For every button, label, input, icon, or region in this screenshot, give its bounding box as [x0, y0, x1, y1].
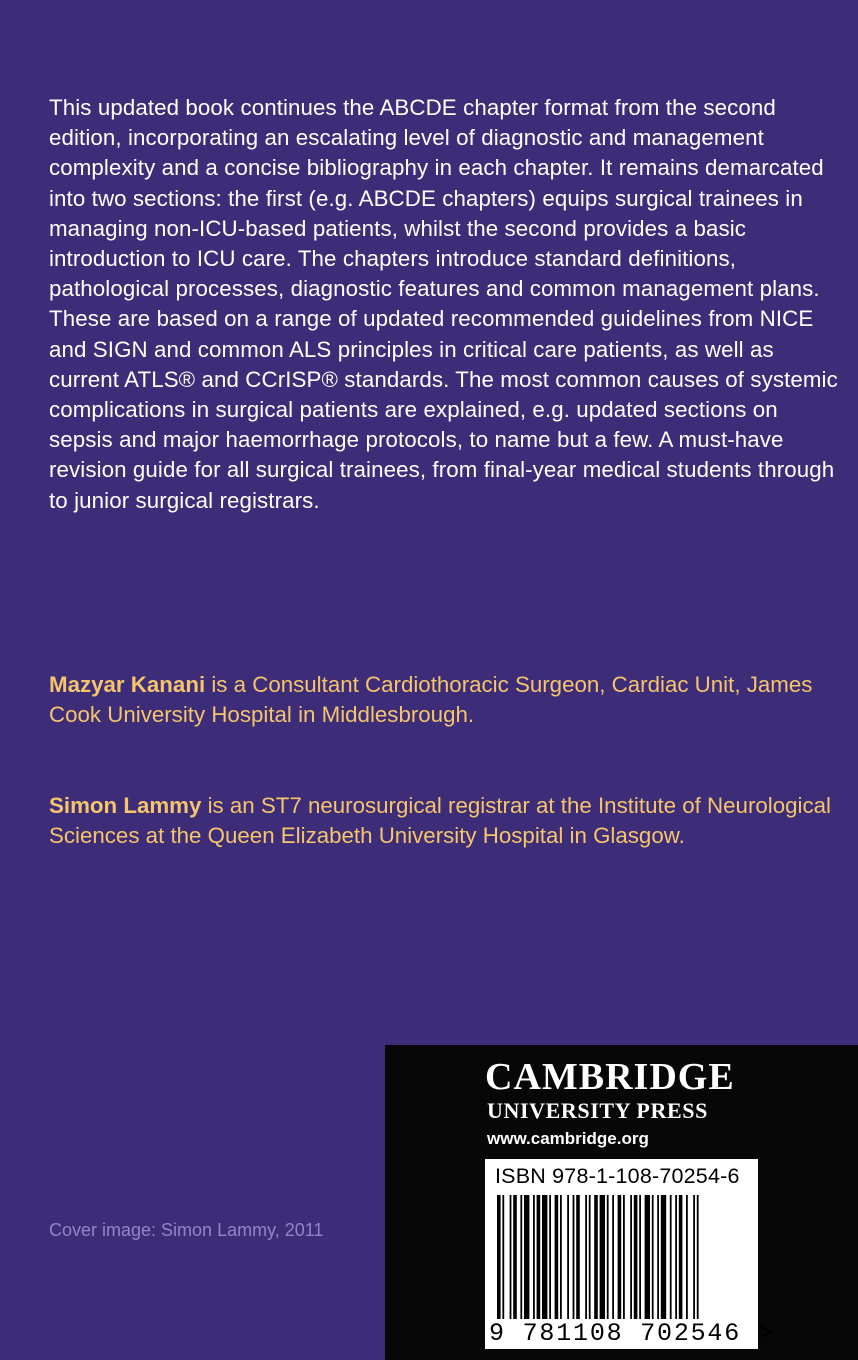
publisher-url: www.cambridge.org: [487, 1129, 649, 1148]
publisher-name: CAMBRIDGE: [485, 1056, 735, 1098]
publisher-block: [385, 1045, 858, 1360]
isbn-barcode-box: [485, 1159, 775, 1349]
author-name: Simon Lammy: [49, 793, 202, 818]
barcode-digits: 9 781108 702546 >: [489, 1319, 775, 1348]
author-name: Mazyar Kanani: [49, 672, 206, 697]
author-bio-kanani: [49, 670, 839, 730]
author-bio-text: is a Consultant Cardiothoracic Surgeon, Cardiac Unit, James Cook University Hospital in Middlesbrough.: [49, 672, 813, 728]
author-bio-text: is an ST7 neurosurgical registrar at the Institute of Neurological Sciences at the Queen Elizabeth University Hospital in Glasgow.: [49, 793, 831, 849]
isbn-label: ISBN 978-1-108-70254-6: [495, 1164, 740, 1188]
book-description: This updated book continues the ABCDE chapter format from the second edition, incorporating an escalating level of diagnostic and management complexity and a concise bibliography in each chapter. It remains demarcated into two sections: the first (e.g. ABCDE chapters) equips surgical trainees in managing non-ICU-based patients, whilst the second provides a basic introduction to ICU care. The chapters introduce standard definitions, pathological processes, diagnostic features and common management plans. These are based on a range of updated recommended guidelines from NICE and SIGN and common ALS principles in critical care patients, as well as current ATLS® and CCrISP® standards. The most common causes of systemic complications in surgical patients are explained, e.g. updated sections on sepsis and major haemorrhage protocols, to name but a few. A must-have revision guide for all surgical trainees, from final-year medical students through to junior surgical registrars.: [49, 95, 838, 513]
author-bio-lammy: [49, 791, 839, 851]
barcode-icon: [489, 1195, 754, 1323]
publisher-subtitle: UNIVERSITY PRESS: [487, 1098, 708, 1123]
cover-image-credit: Cover image: Simon Lammy, 2011: [49, 1220, 324, 1240]
